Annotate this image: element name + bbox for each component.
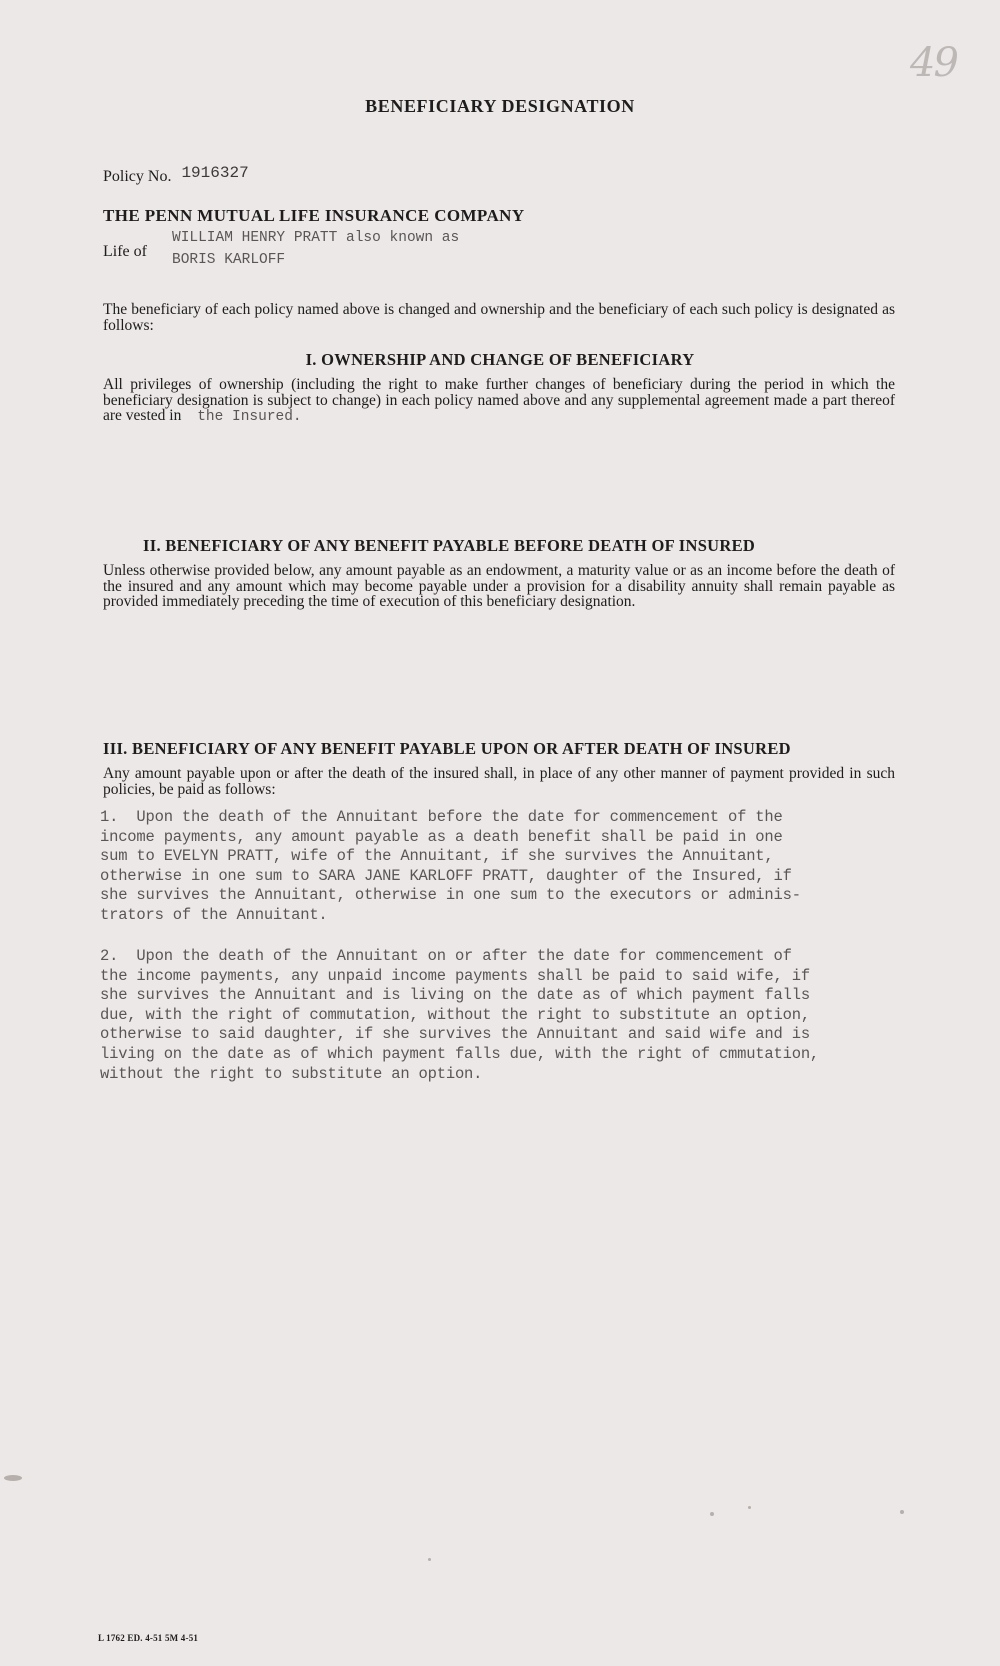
intro-paragraph: The beneficiary of each policy named above is changed and ownership and the beneficiary of each such policy is designated as follows: — [103, 301, 895, 334]
insured-name-line2: BORIS KARLOFF — [172, 252, 286, 268]
section1-heading: I. OWNERSHIP AND CHANGE OF BENEFICIARY — [305, 350, 695, 369]
paper-speck — [710, 1512, 714, 1516]
document-title: BENEFICIARY DESIGNATION — [365, 96, 635, 116]
insured-name-line1: WILLIAM HENRY PRATT also known as — [172, 230, 460, 246]
policy-number-label: Policy No. — [103, 168, 172, 185]
payment-clause-2: 2. Upon the death of the Annuitant on or after the date for commencement of the income payments, any unpaid income payments shall be paid to said wife, if she survives the Annuitant and is living on the date as of which payment falls due, with the right of commutation, without the right to substitute an option, otherwise to said daughter, if she survives the Annuitant and said wife and is living on the date as of which payment falls due, with the right of cmmutation, without the right to substitute an option. — [100, 947, 820, 1083]
policy-number-row — [103, 164, 249, 186]
section1-vested-in: the Insured. — [197, 409, 302, 425]
company-name: THE PENN MUTUAL LIFE INSURANCE COMPANY — [103, 206, 525, 225]
paper-speck — [748, 1506, 751, 1509]
section2-heading: II. BENEFICIARY OF ANY BENEFIT PAYABLE BEFORE DEATH OF INSURED — [143, 536, 756, 555]
payment-clause-1: 1. Upon the death of the Annuitant before the date for commencement of the income payments, any amount payable as a death benefit shall be paid in one sum to EVELYN PRATT, wife of the Annuitant, if she survives the Annuitant, otherwise in one sum to SARA JANE KARLOFF PRATT, daughter of the Insured, if she survives the Annuitant, otherwise in one sum to the executors or adminis- trators of the Annuitant. — [100, 808, 801, 924]
life-of-label: Life of — [103, 243, 147, 260]
paper-speck — [900, 1510, 904, 1514]
margin-pencil-mark: 49 — [910, 40, 957, 86]
section1-body-text: All privileges of ownership (including the right to make further changes of beneficiary during the period in which the beneficiary designation is subject to change) in each policy named above and any supplemental agreement made a part thereof are vested in — [103, 376, 895, 424]
section2-body: Unless otherwise provided below, any amount payable as an endowment, a maturity value or as an income before the death of the insured and any amount which may become payable under a provision for a disability annuity shall remain payable as provided immediately preceding the time of execution of this beneficiary designation. — [103, 562, 895, 610]
form-code: L 1762 ED. 4-51 5M 4-51 — [98, 1633, 199, 1643]
section3-body: Any amount payable upon or after the death of the insured shall, in place of any other manner of payment provided in such policies, be paid as follows: — [103, 765, 895, 798]
section1-body — [103, 377, 895, 426]
paper-speck — [428, 1558, 431, 1561]
policy-number-value: 1916327 — [181, 164, 249, 182]
section3-heading: III. BENEFICIARY OF ANY BENEFIT PAYABLE UPON OR AFTER DEATH OF INSURED — [103, 739, 791, 758]
paper-stain — [4, 1475, 22, 1481]
